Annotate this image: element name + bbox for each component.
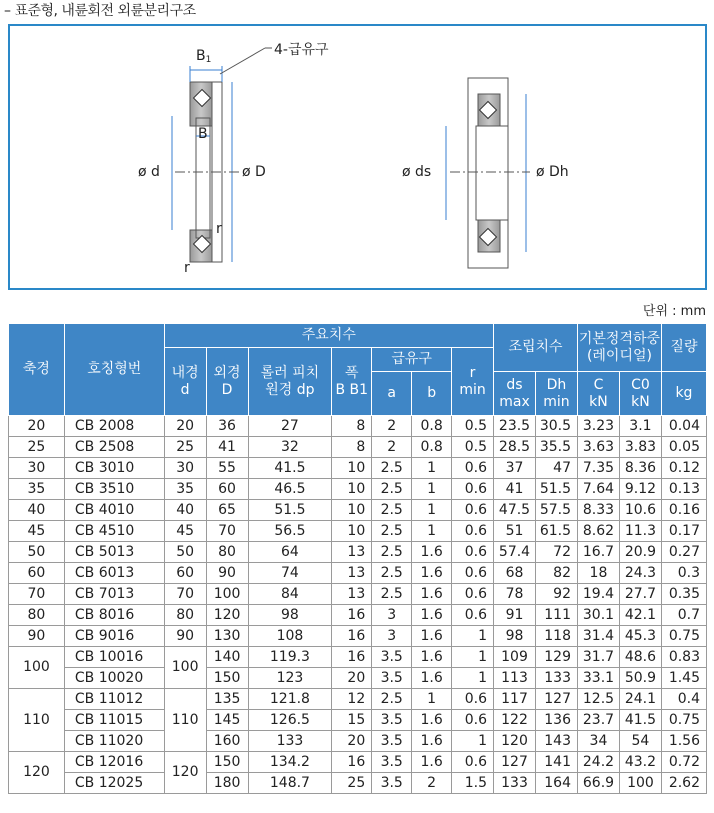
header-width: 폭 B B1 [332, 348, 372, 416]
cell-r: 0.6 [452, 458, 494, 479]
cell-shaft: 70 [9, 584, 65, 605]
cell-d: 30 [164, 458, 206, 479]
cell-d: 35 [164, 479, 206, 500]
cell-c: 19.4 [577, 584, 619, 605]
cell-c: 34 [577, 731, 619, 752]
cell-b: 13 [332, 542, 372, 563]
cell-model: CB 11015 [64, 710, 164, 731]
cell-c: 23.7 [577, 710, 619, 731]
cell-b: 1.6 [412, 752, 452, 773]
table-row [9, 584, 707, 605]
cell-a: 3.5 [372, 752, 412, 773]
cell-c0: 9.12 [619, 479, 661, 500]
cell-d: 150 [206, 668, 248, 689]
cell-kg: 0.12 [661, 458, 706, 479]
header-c0: C0 kN [619, 372, 661, 416]
table-row [9, 542, 707, 563]
cell-shaft: 80 [9, 605, 65, 626]
header-assembly: 조립치수 [494, 324, 578, 372]
cell-c0: 100 [619, 773, 661, 794]
spec-table-body [9, 416, 707, 794]
cell-b: 8 [332, 416, 372, 437]
cell-dh: 72 [536, 542, 578, 563]
cell-ds: 98 [494, 626, 536, 647]
cell-dh: 129 [536, 647, 578, 668]
header-main-dims: 주요치수 [164, 324, 493, 348]
cell-dp: 32 [248, 437, 332, 458]
cell-a: 2.5 [372, 563, 412, 584]
cell-r: 0.5 [452, 437, 494, 458]
cell-kg: 0.17 [661, 521, 706, 542]
bearing-drawing [10, 26, 705, 288]
cell-b: 1.6 [412, 563, 452, 584]
cell-b: 10 [332, 479, 372, 500]
cell-dp: 133 [248, 731, 332, 752]
cell-dh: 118 [536, 626, 578, 647]
cell-b: 0.8 [412, 437, 452, 458]
cell-shaft: 25 [9, 437, 65, 458]
cell-ds: 117 [494, 689, 536, 710]
cell-dp: 108 [248, 626, 332, 647]
cell-a: 2.5 [372, 689, 412, 710]
cell-d: 20 [164, 416, 206, 437]
cell-ds: 57.4 [494, 542, 536, 563]
cell-dp: 84 [248, 584, 332, 605]
cell-b: 20 [332, 668, 372, 689]
cell-shaft: 45 [9, 521, 65, 542]
cell-d: 50 [164, 542, 206, 563]
header-c: C kN [577, 372, 619, 416]
cell-dp: 74 [248, 563, 332, 584]
cell-c: 3.63 [577, 437, 619, 458]
cell-dh: 143 [536, 731, 578, 752]
cell-kg: 0.4 [661, 689, 706, 710]
cell-c: 8.33 [577, 500, 619, 521]
header-oil: 급유구 [372, 348, 452, 372]
cell-model: CB 10020 [64, 668, 164, 689]
cell-d: 55 [206, 458, 248, 479]
label-r-lower: r [184, 260, 190, 276]
cell-r: 1.5 [452, 773, 494, 794]
cell-b: 10 [332, 500, 372, 521]
cell-model: CB 4010 [64, 500, 164, 521]
cell-r: 1 [452, 668, 494, 689]
header-outer: 외경 D [206, 348, 248, 416]
cell-b: 1.6 [412, 668, 452, 689]
label-outer-diameter: ø D [242, 164, 266, 180]
cell-r: 0.5 [452, 416, 494, 437]
cell-c: 33.1 [577, 668, 619, 689]
cell-dh: 127 [536, 689, 578, 710]
cell-d: 180 [206, 773, 248, 794]
cell-c: 66.9 [577, 773, 619, 794]
cell-dh: 141 [536, 752, 578, 773]
cell-r: 0.6 [452, 584, 494, 605]
cell-ds: 41 [494, 479, 536, 500]
cell-b: 8 [332, 437, 372, 458]
cell-b: 1 [412, 521, 452, 542]
cell-b: 1.6 [412, 605, 452, 626]
table-row [9, 752, 707, 773]
cell-kg: 0.05 [661, 437, 706, 458]
table-row [9, 563, 707, 584]
cell-dh: 92 [536, 584, 578, 605]
header-mass: 질량 [661, 324, 706, 372]
cell-ds: 91 [494, 605, 536, 626]
cell-shaft: 30 [9, 458, 65, 479]
cell-r: 0.6 [452, 752, 494, 773]
cell-dh: 82 [536, 563, 578, 584]
header-pitch: 롤러 피치 원경 dp [248, 348, 332, 416]
cell-r: 0.6 [452, 500, 494, 521]
cell-ds: 109 [494, 647, 536, 668]
cell-model: CB 6013 [64, 563, 164, 584]
cell-d: 130 [206, 626, 248, 647]
cell-dh: 30.5 [536, 416, 578, 437]
cell-b: 10 [332, 458, 372, 479]
cell-d: 80 [206, 542, 248, 563]
cell-shaft: 35 [9, 479, 65, 500]
cell-c: 3.23 [577, 416, 619, 437]
cell-kg: 0.75 [661, 626, 706, 647]
cell-b: 13 [332, 563, 372, 584]
cell-model: CB 12025 [64, 773, 164, 794]
bearing-assembly-right [446, 78, 530, 268]
cell-kg: 0.7 [661, 605, 706, 626]
cell-d: 145 [206, 710, 248, 731]
cell-a: 3.5 [372, 710, 412, 731]
cell-d: 110 [164, 689, 206, 752]
cell-ds: 120 [494, 731, 536, 752]
cell-b: 16 [332, 605, 372, 626]
cell-c0: 43.2 [619, 752, 661, 773]
cell-model: CB 9016 [64, 626, 164, 647]
cell-r: 0.6 [452, 563, 494, 584]
cell-d: 65 [206, 500, 248, 521]
cell-model: CB 11012 [64, 689, 164, 710]
cell-model: CB 10016 [64, 647, 164, 668]
cell-c0: 48.6 [619, 647, 661, 668]
cell-dp: 134.2 [248, 752, 332, 773]
cell-ds: 47.5 [494, 500, 536, 521]
cell-b: 1 [412, 689, 452, 710]
cell-b: 1.6 [412, 731, 452, 752]
cell-b: 1.6 [412, 710, 452, 731]
cell-dh: 111 [536, 605, 578, 626]
drawing-frame [8, 24, 707, 290]
header-load: 기본정격하중 (레이디얼) [577, 324, 661, 372]
cell-dp: 41.5 [248, 458, 332, 479]
cell-dp: 121.8 [248, 689, 332, 710]
cell-kg: 0.83 [661, 647, 706, 668]
cell-c0: 3.1 [619, 416, 661, 437]
cell-c: 8.62 [577, 521, 619, 542]
cell-b: 16 [332, 626, 372, 647]
cell-d: 60 [206, 479, 248, 500]
cell-a: 2.5 [372, 458, 412, 479]
cell-dp: 27 [248, 416, 332, 437]
cell-kg: 1.45 [661, 668, 706, 689]
cell-b: 1.6 [412, 626, 452, 647]
cell-c0: 50.9 [619, 668, 661, 689]
cell-ds: 113 [494, 668, 536, 689]
table-row [9, 500, 707, 521]
cell-model: CB 4510 [64, 521, 164, 542]
cell-d: 45 [164, 521, 206, 542]
cell-r: 0.6 [452, 479, 494, 500]
cell-shaft: 90 [9, 626, 65, 647]
cell-shaft: 100 [9, 647, 65, 689]
header-ds: ds max [494, 372, 536, 416]
cell-b: 1.6 [412, 584, 452, 605]
cell-dp: 56.5 [248, 521, 332, 542]
cell-c: 18 [577, 563, 619, 584]
cell-b: 15 [332, 710, 372, 731]
table-row [9, 521, 707, 542]
cell-kg: 0.35 [661, 584, 706, 605]
cell-dp: 119.3 [248, 647, 332, 668]
cell-d: 100 [206, 584, 248, 605]
cell-r: 1 [452, 647, 494, 668]
header-a: a [372, 372, 412, 416]
cell-a: 2.5 [372, 542, 412, 563]
cell-c: 31.4 [577, 626, 619, 647]
cell-b: 20 [332, 731, 372, 752]
cell-d: 90 [206, 563, 248, 584]
cell-kg: 0.75 [661, 710, 706, 731]
cell-b: 25 [332, 773, 372, 794]
cell-a: 2 [372, 416, 412, 437]
cell-d: 40 [164, 500, 206, 521]
header-dh: Dh min [536, 372, 578, 416]
cell-model: CB 2508 [64, 437, 164, 458]
table-row [9, 668, 707, 689]
table-row [9, 689, 707, 710]
cell-r: 1 [452, 626, 494, 647]
cell-d: 36 [206, 416, 248, 437]
cell-d: 80 [164, 605, 206, 626]
cell-dp: 51.5 [248, 500, 332, 521]
cell-d: 150 [206, 752, 248, 773]
cell-ds: 78 [494, 584, 536, 605]
cell-ds: 133 [494, 773, 536, 794]
cell-b: 16 [332, 647, 372, 668]
cell-dh: 35.5 [536, 437, 578, 458]
header-inner: 내경 d [164, 348, 206, 416]
cell-ds: 23.5 [494, 416, 536, 437]
cell-ds: 122 [494, 710, 536, 731]
cell-shaft: 50 [9, 542, 65, 563]
bearing-cross-section-left [172, 48, 272, 262]
cell-a: 3 [372, 626, 412, 647]
label-ds: ø ds [402, 164, 432, 180]
table-row [9, 647, 707, 668]
cell-a: 3.5 [372, 668, 412, 689]
cell-dp: 126.5 [248, 710, 332, 731]
cell-dh: 51.5 [536, 479, 578, 500]
cell-c0: 41.5 [619, 710, 661, 731]
cell-c0: 45.3 [619, 626, 661, 647]
cell-r: 0.6 [452, 542, 494, 563]
cell-dh: 136 [536, 710, 578, 731]
cell-c0: 3.83 [619, 437, 661, 458]
cell-ds: 28.5 [494, 437, 536, 458]
cell-a: 2.5 [372, 521, 412, 542]
cell-a: 3 [372, 605, 412, 626]
cell-d: 90 [164, 626, 206, 647]
cell-a: 2 [372, 437, 412, 458]
label-dh: ø Dh [536, 164, 569, 180]
cell-b: 1.6 [412, 647, 452, 668]
cell-model: CB 3510 [64, 479, 164, 500]
cell-d: 120 [206, 605, 248, 626]
cell-d: 70 [164, 584, 206, 605]
header-shaft: 축경 [9, 324, 65, 416]
cell-a: 3.5 [372, 731, 412, 752]
cell-kg: 0.13 [661, 479, 706, 500]
cell-d: 60 [164, 563, 206, 584]
cell-c: 7.64 [577, 479, 619, 500]
cell-ds: 127 [494, 752, 536, 773]
cell-kg: 1.56 [661, 731, 706, 752]
cell-a: 2.5 [372, 500, 412, 521]
cell-a: 3.5 [372, 773, 412, 794]
cell-d: 25 [164, 437, 206, 458]
cell-model: CB 12016 [64, 752, 164, 773]
cell-shaft: 60 [9, 563, 65, 584]
table-row [9, 605, 707, 626]
cell-ds: 51 [494, 521, 536, 542]
header-b: b [412, 372, 452, 416]
label-oil-holes: 4-급유구 [274, 42, 329, 58]
cell-c0: 42.1 [619, 605, 661, 626]
cell-ds: 37 [494, 458, 536, 479]
label-b: B [198, 126, 208, 142]
cell-kg: 0.3 [661, 563, 706, 584]
cell-shaft: 120 [9, 752, 65, 794]
table-row [9, 710, 707, 731]
cell-b: 10 [332, 521, 372, 542]
cell-dp: 98 [248, 605, 332, 626]
cell-dh: 164 [536, 773, 578, 794]
table-row [9, 437, 707, 458]
cell-r: 0.6 [452, 605, 494, 626]
cell-dh: 133 [536, 668, 578, 689]
cell-d: 135 [206, 689, 248, 710]
cell-b: 1.6 [412, 542, 452, 563]
cell-c: 7.35 [577, 458, 619, 479]
cell-b: 1 [412, 479, 452, 500]
cell-model: CB 5013 [64, 542, 164, 563]
cell-ds: 68 [494, 563, 536, 584]
cell-dh: 61.5 [536, 521, 578, 542]
cell-kg: 0.04 [661, 416, 706, 437]
cell-model: CB 3010 [64, 458, 164, 479]
header-kg: kg [661, 372, 706, 416]
cell-a: 3.5 [372, 647, 412, 668]
cell-dp: 64 [248, 542, 332, 563]
cell-kg: 0.27 [661, 542, 706, 563]
cell-c: 16.7 [577, 542, 619, 563]
cell-b: 0.8 [412, 416, 452, 437]
table-row [9, 626, 707, 647]
cell-kg: 2.62 [661, 773, 706, 794]
table-row [9, 731, 707, 752]
section-subtitle: – 표준형, 내륜회전 외륜분리구조 [4, 3, 196, 19]
table-row [9, 479, 707, 500]
cell-c: 12.5 [577, 689, 619, 710]
table-row [9, 458, 707, 479]
cell-c0: 8.36 [619, 458, 661, 479]
header-model: 호칭형번 [64, 324, 164, 416]
cell-b: 12 [332, 689, 372, 710]
cell-r: 0.6 [452, 710, 494, 731]
cell-dh: 57.5 [536, 500, 578, 521]
cell-r: 0.6 [452, 689, 494, 710]
cell-a: 2.5 [372, 584, 412, 605]
cell-dp: 123 [248, 668, 332, 689]
label-r-upper: r [216, 221, 222, 237]
cell-dh: 47 [536, 458, 578, 479]
cell-b: 2 [412, 773, 452, 794]
cell-kg: 0.72 [661, 752, 706, 773]
cell-c0: 54 [619, 731, 661, 752]
cell-r: 0.6 [452, 521, 494, 542]
label-b1: B1 [196, 48, 212, 65]
cell-b: 16 [332, 752, 372, 773]
cell-c: 24.2 [577, 752, 619, 773]
cell-d: 140 [206, 647, 248, 668]
cell-kg: 0.16 [661, 500, 706, 521]
cell-dp: 148.7 [248, 773, 332, 794]
cell-b: 1 [412, 458, 452, 479]
cell-model: CB 2008 [64, 416, 164, 437]
cell-c: 31.7 [577, 647, 619, 668]
cell-r: 1 [452, 731, 494, 752]
cell-b: 1 [412, 500, 452, 521]
cell-dp: 46.5 [248, 479, 332, 500]
table-row [9, 773, 707, 794]
cell-model: CB 11020 [64, 731, 164, 752]
cell-c0: 20.9 [619, 542, 661, 563]
cell-shaft: 40 [9, 500, 65, 521]
cell-c0: 24.1 [619, 689, 661, 710]
cell-c0: 11.3 [619, 521, 661, 542]
unit-label: 단위 : mm [642, 304, 706, 319]
cell-c0: 27.7 [619, 584, 661, 605]
cell-d: 120 [164, 752, 206, 794]
cell-d: 100 [164, 647, 206, 689]
cell-b: 13 [332, 584, 372, 605]
cell-c0: 10.6 [619, 500, 661, 521]
table-row [9, 416, 707, 437]
cell-d: 160 [206, 731, 248, 752]
cell-c0: 24.3 [619, 563, 661, 584]
cell-d: 41 [206, 437, 248, 458]
cell-shaft: 20 [9, 416, 65, 437]
cell-a: 2.5 [372, 479, 412, 500]
spec-table [8, 323, 707, 794]
header-r: r min [452, 348, 494, 416]
cell-model: CB 8016 [64, 605, 164, 626]
cell-model: CB 7013 [64, 584, 164, 605]
cell-c: 30.1 [577, 605, 619, 626]
label-inner-diameter: ø d [138, 164, 160, 180]
cell-shaft: 110 [9, 689, 65, 752]
cell-d: 70 [206, 521, 248, 542]
